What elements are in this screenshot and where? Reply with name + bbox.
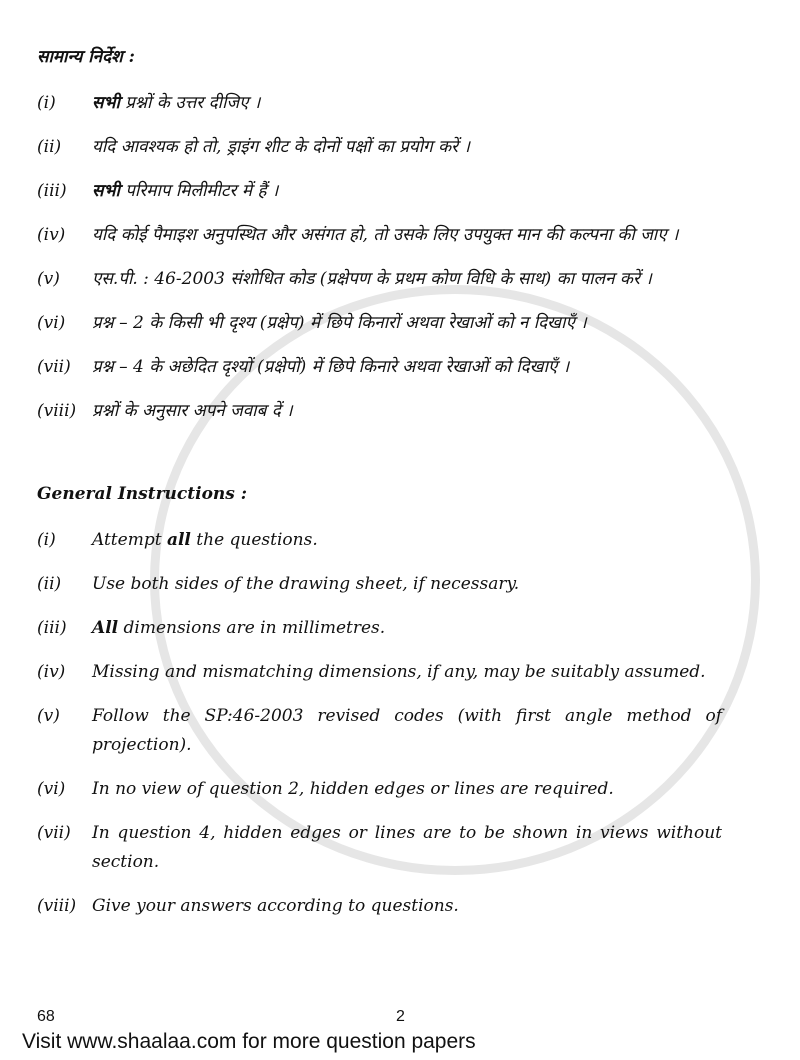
page-number: 2 — [396, 1008, 405, 1025]
instructions-page — [37, 45, 722, 936]
item-label: (v) — [37, 269, 60, 289]
paper-code: 68 — [37, 1008, 55, 1025]
instruction-item — [37, 775, 722, 804]
item-label: (viii) — [37, 401, 77, 421]
item-text — [92, 265, 722, 294]
item-body: प्रश्न – 4 के अछेदित दृश्यों (प्रक्षेपों) में छिपे किनारे अथवा रेखाओं को दिखाएँ । — [92, 357, 570, 377]
item-text — [92, 89, 722, 118]
instruction-item — [37, 702, 722, 760]
instruction-item — [37, 353, 722, 382]
item-body: the questions. — [190, 530, 318, 550]
item-body: Use both sides of the drawing sheet, if necessary. — [92, 574, 520, 594]
item-label: (i) — [37, 530, 56, 550]
item-body: Follow the SP:46-2003 revised codes (with first angle method of projection). — [92, 706, 722, 755]
instruction-item — [37, 526, 722, 555]
item-label: (viii) — [37, 896, 77, 916]
instruction-item — [37, 221, 722, 250]
visit-link-text[interactable]: Visit www.shaalaa.com for more question papers — [22, 1030, 476, 1053]
instruction-item — [37, 614, 722, 643]
item-label: (iv) — [37, 662, 66, 682]
hindi-instructions — [37, 89, 722, 426]
item-label: (iv) — [37, 225, 66, 245]
item-body: In question 4, hidden edges or lines are to be shown in views without section. — [92, 823, 722, 872]
item-body: प्रश्नों के अनुसार अपने जवाब दें । — [92, 401, 293, 421]
item-text — [92, 614, 722, 643]
item-bold: All — [92, 618, 119, 638]
item-label: (v) — [37, 706, 60, 726]
item-body: Missing and mismatching dimensions, if any, may be suitably assumed. — [92, 662, 706, 682]
item-label: (vii) — [37, 357, 71, 377]
item-pre: Attempt — [92, 530, 167, 550]
item-text — [92, 658, 722, 687]
item-text — [92, 221, 722, 250]
item-body: In no view of question 2, hidden edges or lines are required. — [92, 779, 614, 799]
item-body: परिमाप मिलीमीटर में हैं । — [119, 181, 279, 201]
item-body: प्रश्नों के उत्तर दीजिए । — [119, 93, 261, 113]
item-label: (ii) — [37, 574, 62, 594]
instruction-item — [37, 397, 722, 426]
item-body: Give your answers according to questions. — [92, 896, 459, 916]
item-text — [92, 526, 722, 555]
item-body: यदि आवश्यक हो तो, ड्राइंग शीट के दोनों पक्षों का प्रयोग करें । — [92, 137, 470, 157]
item-label: (i) — [37, 93, 56, 113]
item-body: प्रश्न – 2 के किसी भी दृश्य (प्रक्षेप) में छिपे किनारों अथवा रेखाओं को न दिखाएँ । — [92, 313, 587, 333]
instruction-item — [37, 892, 722, 921]
instruction-item — [37, 177, 722, 206]
item-label: (iii) — [37, 618, 67, 638]
item-bold: सभी — [92, 181, 120, 201]
item-text — [92, 702, 722, 760]
item-label: (vii) — [37, 823, 71, 843]
item-text — [92, 775, 722, 804]
item-body: dimensions are in millimetres. — [118, 618, 386, 638]
english-instructions — [37, 526, 722, 921]
item-text — [92, 353, 722, 382]
item-body: एस.पी. : 46-2003 संशोधित कोड (प्रक्षेपण के प्रथम कोण विधि के साथ) का पालन करें । — [92, 269, 652, 289]
item-text — [92, 892, 722, 921]
hindi-title: सामान्य निर्देश : — [37, 47, 135, 67]
item-text — [92, 133, 722, 162]
instruction-item — [37, 658, 722, 687]
item-label: (vi) — [37, 313, 66, 333]
item-text — [92, 177, 722, 206]
item-label: (vi) — [37, 779, 66, 799]
instruction-item — [37, 570, 722, 599]
english-title: General Instructions : — [37, 484, 248, 504]
item-text — [92, 309, 722, 338]
item-text — [92, 819, 722, 877]
item-bold: all — [166, 530, 191, 550]
item-bold: सभी — [92, 93, 120, 113]
item-text — [92, 397, 722, 426]
instruction-item — [37, 819, 722, 877]
instruction-item — [37, 265, 722, 294]
instruction-item — [37, 309, 722, 338]
item-body: यदि कोई पैमाइश अनुपस्थित और असंगत हो, तो उसके लिए उपयुक्त मान की कल्पना की जाए । — [92, 225, 679, 245]
item-label: (ii) — [37, 137, 62, 157]
instruction-item — [37, 133, 722, 162]
item-text — [92, 570, 722, 599]
item-label: (iii) — [37, 181, 67, 201]
instruction-item — [37, 89, 722, 118]
